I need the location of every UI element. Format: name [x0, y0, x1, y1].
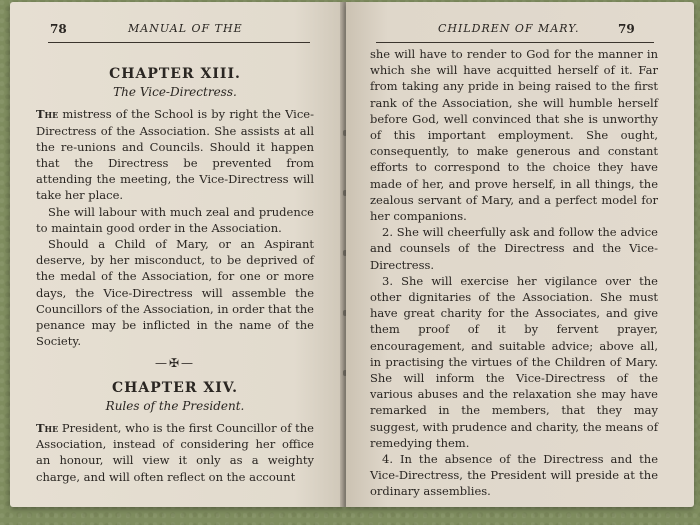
chapter-xiii-title: CHAPTER XIII. [109, 66, 241, 82]
section-ornament: —✠— [154, 356, 196, 371]
right-page-text [370, 46, 658, 500]
chapter-xiii-subtitle: The Vice-Directress. [113, 85, 237, 100]
chapter-xiv-subtitle: Rules of the President. [105, 398, 245, 413]
right-page-number: 79 [618, 22, 635, 36]
left-page-text [36, 66, 314, 485]
chapter-xiv-paragraph-1: The President, who is the first Councillor of the Association, instead of considering her office an honour, will view it only as a weighty charge, and will often reflect on the account [36, 421, 314, 484]
right-paragraph-2: 2. She will cheerfully ask and follow the advice and counsels of the Directress and the Vice-Directress. [370, 225, 658, 272]
chapter-xiii-paragraph-1: The mistress of the School is by right the Vice-Directress of the Association. She assists at all the re-unions and Councils. Should it happen that the Directress be prevented from attending the meeting, the Vice-Directress will take her place. [36, 107, 314, 203]
chapter-xiii-lead-word: The [36, 107, 59, 122]
chapter-xiv-lead-word: The [36, 421, 59, 436]
right-page [346, 2, 694, 507]
chapter-xiv-title: CHAPTER XIV. [111, 379, 239, 396]
right-paragraph-3: 3. She will exercise her vigilance over the other dignitaries of the Association. She must have great charity for the Associates, and give them proof of it by fervent prayer, encouragement, and suitable advice; above all, in practising the virtues of the Children of Mary. She will inform the Vice-Directress of the various abuses and the relaxation she may have remarked in the members, that they may suggest, with prudence and charity, the means of remedying them. [370, 273, 658, 450]
left-page-number: 78 [50, 22, 67, 36]
chapter-xiii-paragraph-3: Should a Child of Mary, or an Aspirant deserve, by her misconduct, to be deprived of the medal of the Association, for one or more days, the Vice-Directress will assemble the Councillors of the Association, in order that the penance may be inflicted in the name of the Society. [36, 237, 314, 349]
right-paragraph-4: 4. In the absence of the Directress and the Vice-Directress, the President will preside at the ordinary assemblies. [370, 452, 658, 499]
open-book [10, 2, 694, 507]
right-paragraph-1: she will have to render to God for the manner in which she will have acquitted herself of it. Far from taking any pride in being raised to the first rank of the Association, she will humble herself before God, well convinced that she is unworthy of this important employment. She ought, consequently, to make generous and constant efforts to correspond to the choice they have made of her, and prove herself, in all things, the zealous servant of Mary, and a perfect model for her companions. [370, 47, 658, 224]
chapter-xiii-paragraph-2: She will labour with much zeal and prudence to maintain good order in the Association. [36, 204, 314, 235]
left-page [10, 2, 344, 507]
right-header-rule [376, 42, 654, 43]
right-running-head: CHILDREN OF MARY. [438, 22, 580, 35]
left-running-head: MANUAL OF THE [128, 22, 243, 35]
left-header-rule [48, 42, 310, 43]
